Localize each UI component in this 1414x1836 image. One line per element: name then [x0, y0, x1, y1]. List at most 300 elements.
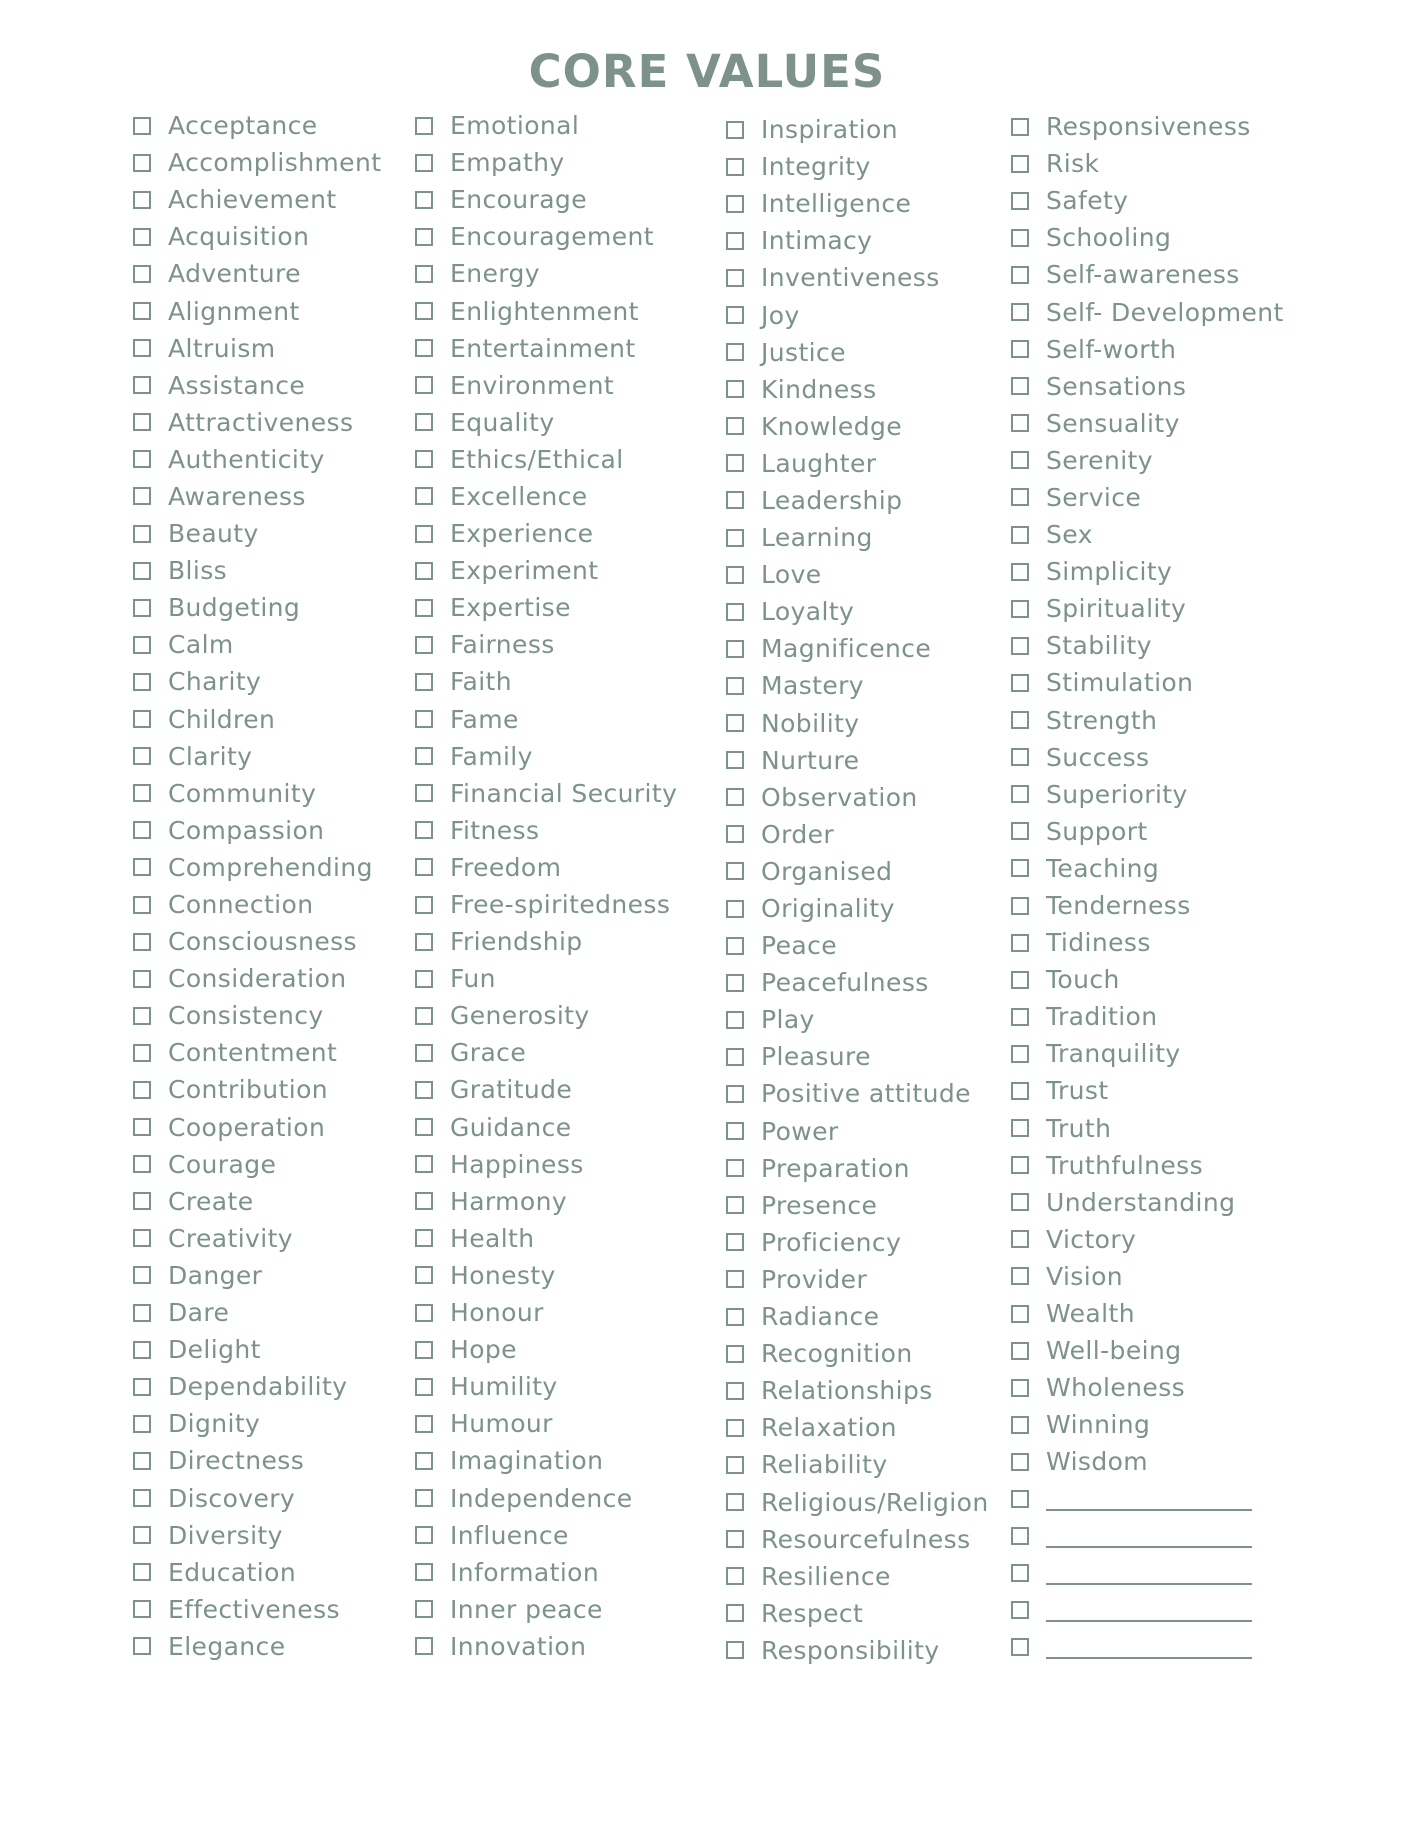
value-checkbox[interactable] — [415, 376, 433, 394]
value-checkbox[interactable] — [415, 710, 433, 728]
value-item[interactable] — [726, 1595, 989, 1632]
value-checkbox[interactable] — [415, 1192, 433, 1210]
value-item[interactable] — [133, 181, 381, 218]
value-item[interactable] — [726, 482, 989, 519]
value-checkbox[interactable] — [726, 306, 744, 324]
value-item[interactable] — [415, 663, 677, 700]
value-item[interactable] — [415, 812, 677, 849]
value-item[interactable] — [133, 1442, 381, 1479]
value-item[interactable] — [415, 515, 677, 552]
value-item[interactable] — [1011, 590, 1284, 627]
value-checkbox[interactable] — [1011, 1305, 1029, 1323]
value-item[interactable] — [133, 515, 381, 552]
value-checkbox[interactable] — [726, 1456, 744, 1474]
value-item[interactable] — [415, 1517, 677, 1554]
value-checkbox[interactable] — [415, 1637, 433, 1655]
value-checkbox[interactable] — [1011, 1045, 1029, 1063]
value-item[interactable] — [726, 1001, 989, 1038]
value-checkbox[interactable] — [1011, 1119, 1029, 1137]
value-checkbox[interactable] — [415, 154, 433, 172]
value-checkbox[interactable] — [726, 417, 744, 435]
value-checkbox[interactable] — [415, 1563, 433, 1581]
value-checkbox[interactable] — [133, 1415, 151, 1433]
value-item[interactable] — [1011, 924, 1284, 961]
value-checkbox[interactable] — [415, 450, 433, 468]
value-checkbox[interactable] — [415, 265, 433, 283]
value-item[interactable] — [726, 556, 989, 593]
value-checkbox[interactable] — [1011, 377, 1029, 395]
value-item[interactable] — [1011, 479, 1284, 516]
value-checkbox[interactable] — [726, 640, 744, 658]
value-item[interactable] — [133, 404, 381, 441]
value-item[interactable] — [1011, 998, 1284, 1035]
value-checkbox[interactable] — [1011, 526, 1029, 544]
value-checkbox[interactable] — [415, 747, 433, 765]
value-checkbox[interactable] — [1011, 155, 1029, 173]
value-item[interactable] — [133, 107, 381, 144]
value-checkbox[interactable] — [133, 562, 151, 580]
value-item[interactable] — [1011, 961, 1284, 998]
value-item[interactable] — [726, 519, 989, 556]
value-checkbox[interactable] — [726, 269, 744, 287]
value-item[interactable] — [415, 218, 677, 255]
value-item[interactable] — [133, 552, 381, 589]
value-item[interactable] — [726, 1187, 989, 1224]
value-item[interactable] — [133, 1331, 381, 1368]
value-item[interactable] — [415, 1257, 677, 1294]
value-item[interactable] — [415, 1294, 677, 1331]
value-item[interactable] — [415, 1071, 677, 1108]
value-checkbox[interactable] — [726, 195, 744, 213]
value-checkbox[interactable] — [133, 117, 151, 135]
value-checkbox[interactable] — [415, 1081, 433, 1099]
value-checkbox[interactable] — [1011, 1082, 1029, 1100]
value-item[interactable] — [415, 1591, 677, 1628]
value-checkbox[interactable] — [726, 343, 744, 361]
value-checkbox[interactable] — [415, 413, 433, 431]
value-checkbox[interactable] — [133, 970, 151, 988]
value-item[interactable] — [415, 1109, 677, 1146]
value-checkbox[interactable] — [1011, 859, 1029, 877]
value-item[interactable] — [1011, 702, 1284, 739]
value-checkbox[interactable] — [1011, 563, 1029, 581]
blank-value-checkbox[interactable] — [1011, 1490, 1029, 1508]
value-item[interactable] — [415, 626, 677, 663]
value-item[interactable] — [415, 144, 677, 181]
value-item[interactable] — [415, 1034, 677, 1071]
value-item[interactable] — [726, 667, 989, 704]
value-item[interactable] — [726, 705, 989, 742]
value-item[interactable] — [726, 816, 989, 853]
value-checkbox[interactable] — [415, 525, 433, 543]
value-checkbox[interactable] — [415, 1341, 433, 1359]
value-checkbox[interactable] — [1011, 934, 1029, 952]
value-checkbox[interactable] — [726, 1530, 744, 1548]
value-item[interactable] — [415, 330, 677, 367]
value-checkbox[interactable] — [726, 1308, 744, 1326]
value-checkbox[interactable] — [726, 862, 744, 880]
value-checkbox[interactable] — [415, 1452, 433, 1470]
value-checkbox[interactable] — [726, 1196, 744, 1214]
value-item[interactable] — [1011, 553, 1284, 590]
value-item[interactable] — [133, 1220, 381, 1257]
blank-value-item[interactable] — [1011, 1480, 1284, 1517]
value-checkbox[interactable] — [1011, 822, 1029, 840]
value-checkbox[interactable] — [133, 302, 151, 320]
value-item[interactable] — [133, 478, 381, 515]
value-item[interactable] — [415, 255, 677, 292]
value-item[interactable] — [415, 738, 677, 775]
value-checkbox[interactable] — [415, 1304, 433, 1322]
value-item[interactable] — [415, 1220, 677, 1257]
value-item[interactable] — [415, 960, 677, 997]
value-checkbox[interactable] — [1011, 1193, 1029, 1211]
value-item[interactable] — [133, 1368, 381, 1405]
value-item[interactable] — [726, 1335, 989, 1372]
value-item[interactable] — [133, 663, 381, 700]
value-checkbox[interactable] — [1011, 971, 1029, 989]
value-item[interactable] — [1011, 516, 1284, 553]
value-item[interactable] — [133, 1071, 381, 1108]
value-item[interactable] — [1011, 331, 1284, 368]
value-item[interactable] — [133, 1183, 381, 1220]
value-checkbox[interactable] — [1011, 192, 1029, 210]
value-checkbox[interactable] — [726, 1085, 744, 1103]
value-item[interactable] — [726, 1150, 989, 1187]
value-checkbox[interactable] — [133, 1600, 151, 1618]
blank-write-in-line[interactable] — [1046, 1509, 1252, 1511]
value-item[interactable] — [726, 445, 989, 482]
value-checkbox[interactable] — [726, 1567, 744, 1585]
value-item[interactable] — [133, 367, 381, 404]
value-item[interactable] — [726, 296, 989, 333]
value-checkbox[interactable] — [726, 380, 744, 398]
value-item[interactable] — [1011, 108, 1284, 145]
value-checkbox[interactable] — [133, 896, 151, 914]
blank-value-item[interactable] — [1011, 1518, 1284, 1555]
value-item[interactable] — [133, 1554, 381, 1591]
value-checkbox[interactable] — [133, 1044, 151, 1062]
value-item[interactable] — [726, 964, 989, 1001]
value-item[interactable] — [726, 1409, 989, 1446]
value-item[interactable] — [415, 775, 677, 812]
value-item[interactable] — [133, 144, 381, 181]
value-item[interactable] — [415, 1405, 677, 1442]
value-item[interactable] — [726, 1298, 989, 1335]
value-item[interactable] — [726, 593, 989, 630]
value-item[interactable] — [133, 1405, 381, 1442]
value-item[interactable] — [133, 812, 381, 849]
value-checkbox[interactable] — [415, 487, 433, 505]
value-item[interactable] — [415, 107, 677, 144]
value-checkbox[interactable] — [726, 1048, 744, 1066]
value-checkbox[interactable] — [133, 265, 151, 283]
value-checkbox[interactable] — [1011, 785, 1029, 803]
value-item[interactable] — [1011, 850, 1284, 887]
value-checkbox[interactable] — [415, 1415, 433, 1433]
value-item[interactable] — [1011, 1184, 1284, 1221]
value-item[interactable] — [1011, 145, 1284, 182]
value-checkbox[interactable] — [726, 900, 744, 918]
value-checkbox[interactable] — [1011, 1230, 1029, 1248]
value-checkbox[interactable] — [726, 1122, 744, 1140]
value-checkbox[interactable] — [726, 232, 744, 250]
value-checkbox[interactable] — [415, 896, 433, 914]
value-item[interactable] — [726, 185, 989, 222]
value-checkbox[interactable] — [133, 228, 151, 246]
value-checkbox[interactable] — [133, 1637, 151, 1655]
blank-write-in-line[interactable] — [1046, 1657, 1252, 1659]
value-item[interactable] — [415, 292, 677, 329]
value-checkbox[interactable] — [726, 1270, 744, 1288]
value-checkbox[interactable] — [415, 1118, 433, 1136]
value-item[interactable] — [1011, 1110, 1284, 1147]
value-checkbox[interactable] — [415, 1489, 433, 1507]
value-item[interactable] — [1011, 887, 1284, 924]
value-item[interactable] — [133, 330, 381, 367]
value-item[interactable] — [1011, 813, 1284, 850]
value-item[interactable] — [133, 255, 381, 292]
value-checkbox[interactable] — [415, 1044, 433, 1062]
value-item[interactable] — [415, 1331, 677, 1368]
value-item[interactable] — [415, 1628, 677, 1665]
value-checkbox[interactable] — [726, 1493, 744, 1511]
value-checkbox[interactable] — [1011, 1008, 1029, 1026]
value-checkbox[interactable] — [133, 339, 151, 357]
value-item[interactable] — [726, 259, 989, 296]
value-item[interactable] — [133, 626, 381, 663]
value-item[interactable] — [415, 1183, 677, 1220]
value-checkbox[interactable] — [133, 1489, 151, 1507]
value-item[interactable] — [726, 148, 989, 185]
value-item[interactable] — [133, 218, 381, 255]
value-item[interactable] — [133, 1109, 381, 1146]
value-checkbox[interactable] — [133, 487, 151, 505]
value-checkbox[interactable] — [726, 677, 744, 695]
value-item[interactable] — [726, 779, 989, 816]
value-checkbox[interactable] — [415, 228, 433, 246]
value-checkbox[interactable] — [415, 636, 433, 654]
value-checkbox[interactable] — [1011, 303, 1029, 321]
value-checkbox[interactable] — [726, 1233, 744, 1251]
value-checkbox[interactable] — [726, 158, 744, 176]
value-item[interactable] — [726, 408, 989, 445]
value-checkbox[interactable] — [1011, 1267, 1029, 1285]
value-item[interactable] — [1011, 776, 1284, 813]
value-item[interactable] — [1011, 1072, 1284, 1109]
blank-write-in-line[interactable] — [1046, 1583, 1252, 1585]
value-item[interactable] — [1011, 1147, 1284, 1184]
value-checkbox[interactable] — [726, 454, 744, 472]
value-checkbox[interactable] — [133, 1081, 151, 1099]
value-checkbox[interactable] — [133, 1266, 151, 1284]
value-checkbox[interactable] — [726, 121, 744, 139]
value-checkbox[interactable] — [415, 784, 433, 802]
value-checkbox[interactable] — [133, 784, 151, 802]
value-item[interactable] — [726, 1224, 989, 1261]
value-checkbox[interactable] — [133, 1452, 151, 1470]
value-checkbox[interactable] — [726, 603, 744, 621]
value-item[interactable] — [415, 923, 677, 960]
value-item[interactable] — [133, 1628, 381, 1665]
blank-value-checkbox[interactable] — [1011, 1564, 1029, 1582]
value-item[interactable] — [1011, 739, 1284, 776]
value-checkbox[interactable] — [1011, 414, 1029, 432]
value-checkbox[interactable] — [133, 858, 151, 876]
value-checkbox[interactable] — [133, 1155, 151, 1173]
value-item[interactable] — [1011, 1332, 1284, 1369]
value-checkbox[interactable] — [1011, 674, 1029, 692]
value-checkbox[interactable] — [415, 1378, 433, 1396]
value-item[interactable] — [415, 849, 677, 886]
value-item[interactable] — [133, 1034, 381, 1071]
value-checkbox[interactable] — [1011, 1156, 1029, 1174]
value-checkbox[interactable] — [133, 1304, 151, 1322]
value-item[interactable] — [726, 1483, 989, 1520]
value-item[interactable] — [1011, 1406, 1284, 1443]
value-item[interactable] — [415, 1554, 677, 1591]
value-item[interactable] — [133, 849, 381, 886]
value-checkbox[interactable] — [133, 1229, 151, 1247]
value-checkbox[interactable] — [1011, 1342, 1029, 1360]
value-item[interactable] — [415, 997, 677, 1034]
value-checkbox[interactable] — [726, 529, 744, 547]
value-checkbox[interactable] — [1011, 1453, 1029, 1471]
blank-write-in-line[interactable] — [1046, 1546, 1252, 1548]
value-item[interactable] — [1011, 627, 1284, 664]
value-checkbox[interactable] — [726, 1011, 744, 1029]
value-item[interactable] — [133, 1294, 381, 1331]
value-item[interactable] — [415, 441, 677, 478]
value-checkbox[interactable] — [415, 562, 433, 580]
value-item[interactable] — [726, 853, 989, 890]
value-checkbox[interactable] — [133, 1192, 151, 1210]
value-checkbox[interactable] — [415, 858, 433, 876]
value-checkbox[interactable] — [726, 1604, 744, 1622]
value-checkbox[interactable] — [415, 1266, 433, 1284]
blank-value-checkbox[interactable] — [1011, 1601, 1029, 1619]
value-checkbox[interactable] — [726, 788, 744, 806]
value-item[interactable] — [726, 1632, 989, 1669]
value-item[interactable] — [415, 1146, 677, 1183]
value-checkbox[interactable] — [133, 1007, 151, 1025]
value-checkbox[interactable] — [1011, 488, 1029, 506]
value-checkbox[interactable] — [133, 1378, 151, 1396]
value-item[interactable] — [415, 701, 677, 738]
value-checkbox[interactable] — [133, 376, 151, 394]
value-checkbox[interactable] — [133, 933, 151, 951]
value-checkbox[interactable] — [1011, 711, 1029, 729]
value-checkbox[interactable] — [133, 636, 151, 654]
value-item[interactable] — [726, 1446, 989, 1483]
value-item[interactable] — [726, 630, 989, 667]
value-checkbox[interactable] — [415, 821, 433, 839]
value-item[interactable] — [133, 960, 381, 997]
value-item[interactable] — [1011, 405, 1284, 442]
value-checkbox[interactable] — [133, 747, 151, 765]
value-item[interactable] — [1011, 1369, 1284, 1406]
value-item[interactable] — [133, 441, 381, 478]
value-checkbox[interactable] — [726, 714, 744, 732]
value-checkbox[interactable] — [1011, 1416, 1029, 1434]
value-checkbox[interactable] — [726, 566, 744, 584]
value-checkbox[interactable] — [1011, 451, 1029, 469]
value-checkbox[interactable] — [726, 1345, 744, 1363]
value-item[interactable] — [133, 589, 381, 626]
value-item[interactable] — [415, 589, 677, 626]
value-checkbox[interactable] — [415, 1526, 433, 1544]
value-checkbox[interactable] — [133, 413, 151, 431]
value-item[interactable] — [726, 1075, 989, 1112]
value-checkbox[interactable] — [726, 937, 744, 955]
value-checkbox[interactable] — [415, 673, 433, 691]
value-item[interactable] — [1011, 182, 1284, 219]
blank-value-item[interactable] — [1011, 1629, 1284, 1666]
value-checkbox[interactable] — [1011, 266, 1029, 284]
value-checkbox[interactable] — [726, 1641, 744, 1659]
blank-value-item[interactable] — [1011, 1592, 1284, 1629]
value-item[interactable] — [726, 1038, 989, 1075]
blank-value-item[interactable] — [1011, 1555, 1284, 1592]
value-item[interactable] — [1011, 1035, 1284, 1072]
value-checkbox[interactable] — [133, 673, 151, 691]
value-item[interactable] — [726, 927, 989, 964]
value-checkbox[interactable] — [726, 1159, 744, 1177]
value-item[interactable] — [1011, 293, 1284, 330]
value-item[interactable] — [726, 1521, 989, 1558]
value-checkbox[interactable] — [415, 1155, 433, 1173]
blank-value-checkbox[interactable] — [1011, 1527, 1029, 1545]
value-checkbox[interactable] — [1011, 600, 1029, 618]
value-item[interactable] — [1011, 368, 1284, 405]
value-item[interactable] — [415, 886, 677, 923]
value-checkbox[interactable] — [133, 450, 151, 468]
value-item[interactable] — [415, 552, 677, 589]
value-checkbox[interactable] — [415, 191, 433, 209]
value-item[interactable] — [726, 1372, 989, 1409]
value-item[interactable] — [133, 923, 381, 960]
value-checkbox[interactable] — [133, 599, 151, 617]
value-item[interactable] — [415, 181, 677, 218]
value-item[interactable] — [133, 997, 381, 1034]
value-checkbox[interactable] — [726, 751, 744, 769]
value-checkbox[interactable] — [133, 1118, 151, 1136]
value-item[interactable] — [726, 111, 989, 148]
value-item[interactable] — [726, 1261, 989, 1298]
value-checkbox[interactable] — [1011, 118, 1029, 136]
value-item[interactable] — [133, 701, 381, 738]
value-item[interactable] — [726, 222, 989, 259]
value-item[interactable] — [415, 1368, 677, 1405]
value-checkbox[interactable] — [133, 710, 151, 728]
value-item[interactable] — [1011, 219, 1284, 256]
value-checkbox[interactable] — [415, 1600, 433, 1618]
value-checkbox[interactable] — [1011, 229, 1029, 247]
value-item[interactable] — [415, 478, 677, 515]
value-item[interactable] — [1011, 664, 1284, 701]
value-checkbox[interactable] — [133, 1341, 151, 1359]
value-item[interactable] — [1011, 1295, 1284, 1332]
value-item[interactable] — [133, 1257, 381, 1294]
value-item[interactable] — [1011, 1258, 1284, 1295]
value-item[interactable] — [133, 1517, 381, 1554]
value-checkbox[interactable] — [133, 1563, 151, 1581]
value-checkbox[interactable] — [726, 825, 744, 843]
value-checkbox[interactable] — [415, 1229, 433, 1247]
value-checkbox[interactable] — [415, 302, 433, 320]
value-item[interactable] — [133, 775, 381, 812]
value-checkbox[interactable] — [133, 191, 151, 209]
